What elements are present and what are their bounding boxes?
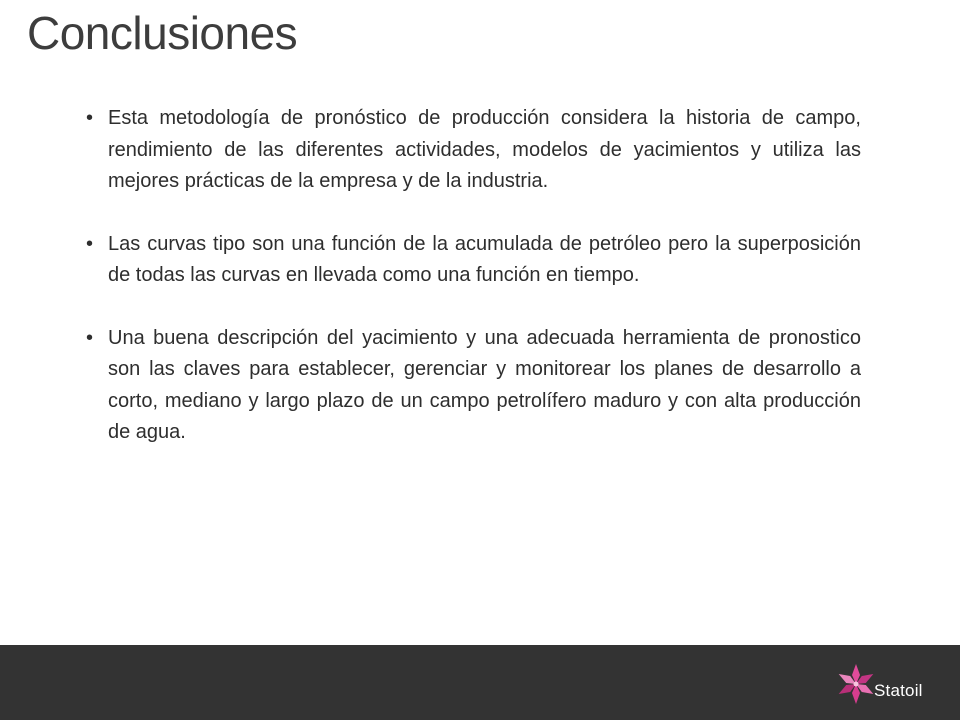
statoil-logo	[834, 661, 934, 711]
bullet-item	[86, 323, 861, 449]
bullet-item	[86, 103, 861, 198]
bullet-item	[86, 229, 861, 292]
bullet-text: Las curvas tipo son una función de la acumulada de petróleo pero la superposición de todas las curvas en llevada como una función en tiempo.	[108, 232, 861, 286]
bullet-dot: •	[86, 232, 94, 255]
bullet-text: Una buena descripción del yacimiento y una adecuada herramienta de pronostico son las claves para establecer, gerenciar y monitorear los planes de desarrollo a corto, mediano y largo plazo de un campo petrolífero maduro y con alta producción de agua.	[108, 326, 861, 443]
bullet-dot: •	[86, 326, 94, 349]
bullet-list	[86, 103, 861, 480]
statoil-logo-text: Statoil	[874, 681, 923, 700]
slide-title: Conclusiones	[27, 7, 298, 59]
bullet-text: Esta metodología de pronóstico de producción considera la historia de campo, rendimiento de las diferentes actividades, modelos de yacimientos y utiliza las mejores prácticas de la empresa y de la industria.	[108, 107, 861, 192]
footer-bar	[0, 645, 960, 720]
statoil-star-icon	[834, 661, 878, 707]
bullet-dot: •	[86, 107, 94, 129]
